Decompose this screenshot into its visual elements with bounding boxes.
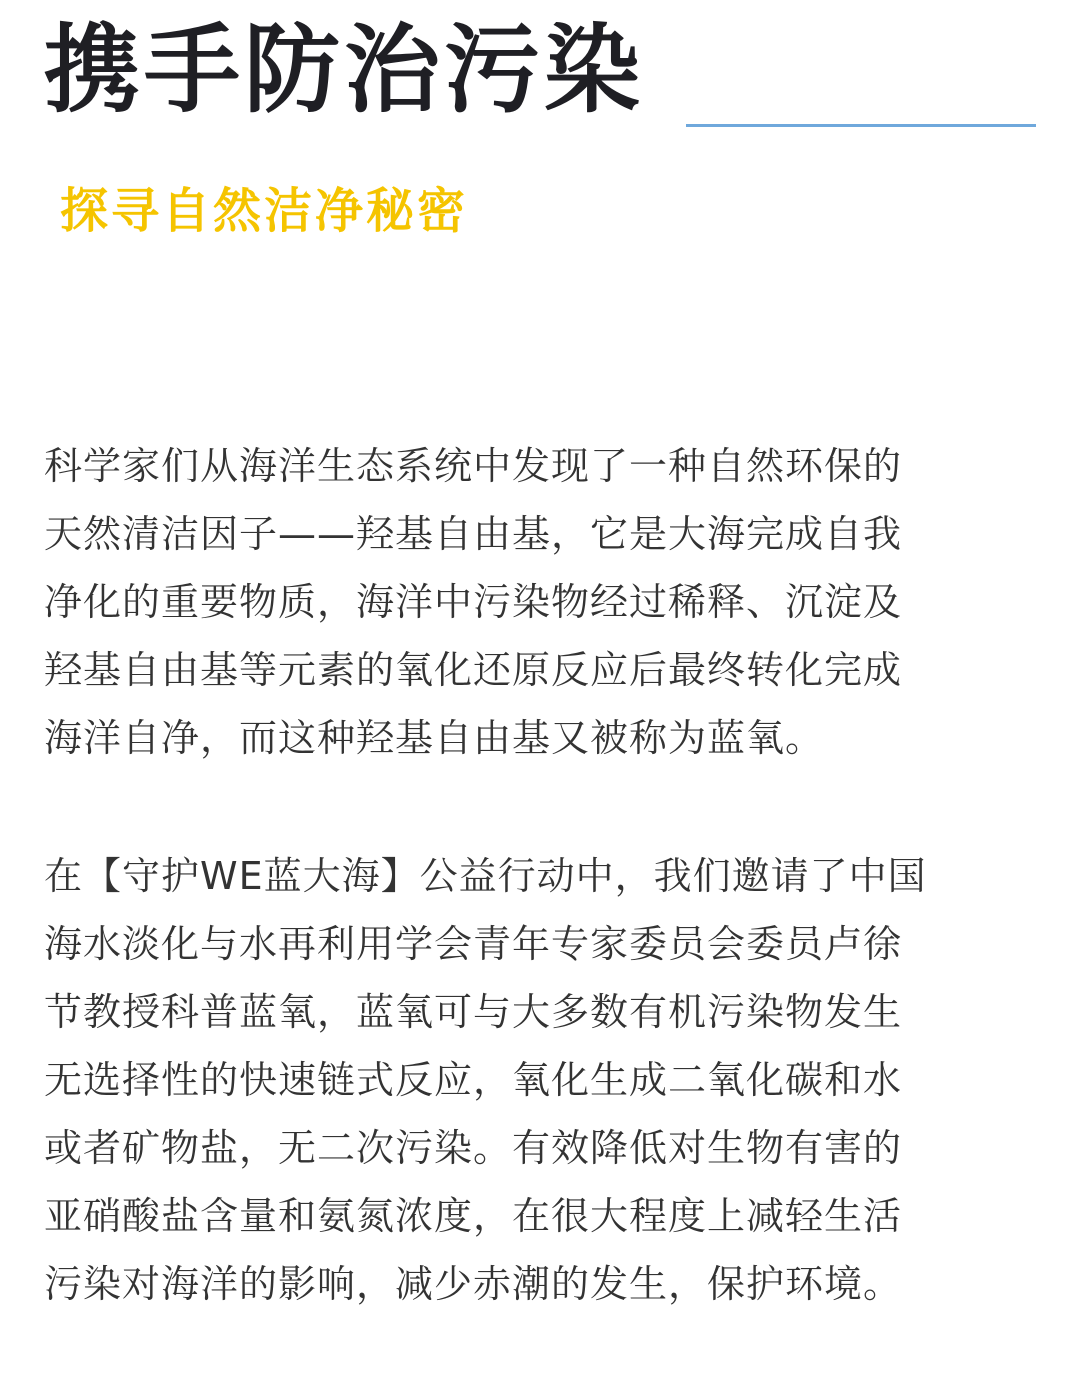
paragraph-line: 亚硝酸盐含量和氨氮浓度，在很大程度上减轻生活 — [44, 1194, 903, 1238]
title-divider — [686, 124, 1036, 127]
paragraph-line: 羟基自由基等元素的氧化还原反应后最终转化完成 — [44, 648, 903, 692]
paragraph-line: 海洋自净，而这种羟基自由基又被称为蓝氧。 — [44, 716, 825, 760]
paragraph-line: 科学家们从海洋生态系统中发现了一种自然环保的 — [44, 444, 903, 488]
paragraph-line: 无选择性的快速链式反应，氧化生成二氧化碳和水 — [44, 1058, 903, 1102]
paragraph-blue-oxygen-intro — [44, 432, 1044, 772]
paragraph-line: 或者矿物盐，无二次污染。有效降低对生物有害的 — [44, 1126, 903, 1170]
paragraph-line: 净化的重要物质，海洋中污染物经过稀释、沉淀及 — [44, 580, 903, 624]
paragraph-line: 天然清洁因子——羟基自由基，它是大海完成自我 — [44, 512, 903, 556]
page-subtitle: 探寻自然洁净秘密 — [60, 183, 469, 239]
paragraph-line: 在【守护WE蓝大海】公益行动中，我们邀请了中国 — [44, 854, 927, 898]
paragraph-line: 海水淡化与水再利用学会青年专家委员会委员卢徐 — [44, 922, 903, 966]
paragraph-line: 污染对海洋的影响，减少赤潮的发生，保护环境。 — [44, 1262, 903, 1306]
page-title: 携手防治污染 — [44, 14, 644, 126]
paragraph-line: 节教授科普蓝氧，蓝氧可与大多数有机污染物发生 — [44, 990, 903, 1034]
paragraph-public-welfare-action — [44, 842, 1044, 1318]
